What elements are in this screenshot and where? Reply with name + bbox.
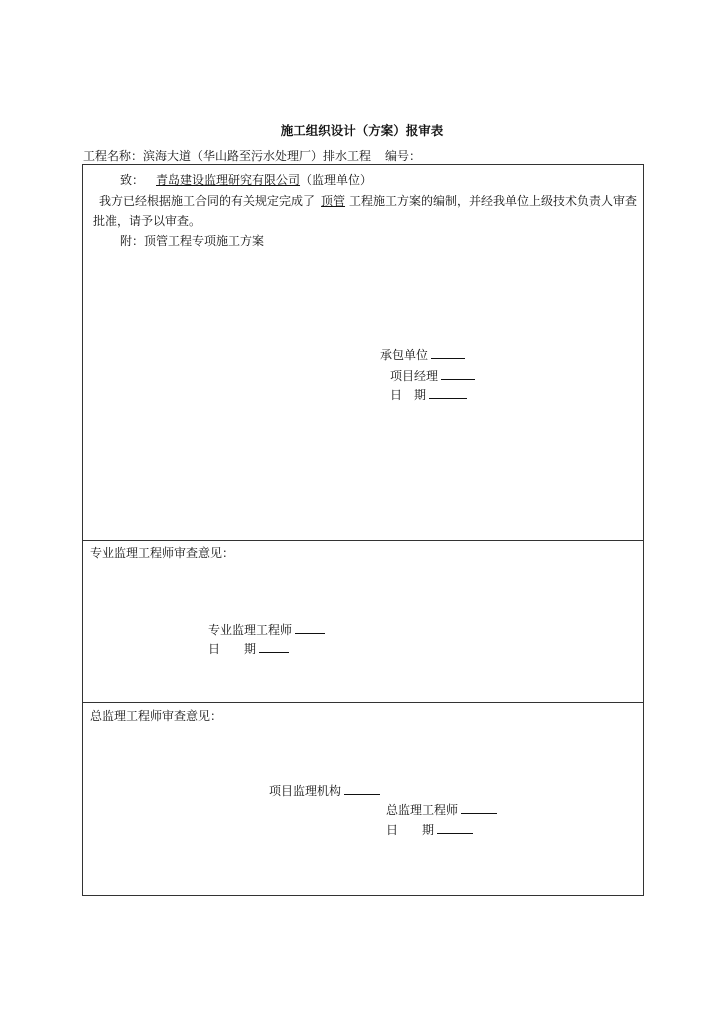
engineer-line	[208, 621, 325, 638]
form-title: 施工组织设计（方案）报审表	[280, 123, 444, 138]
chief-engineer-line	[386, 801, 497, 818]
addressee-prefix: 致：	[120, 173, 145, 187]
section1-date-blank	[429, 387, 467, 399]
section2-date-blank	[259, 641, 289, 653]
project-name: 工程名称：滨海大道（华山路至污水处理厂）排水工程	[83, 149, 372, 163]
section3-date-label: 日 期	[386, 823, 435, 837]
chief-review-heading: 总监理工程师审查意见：	[90, 709, 223, 723]
section3-date-blank	[437, 822, 473, 834]
section-divider-2	[83, 702, 643, 703]
contractor-blank	[431, 347, 465, 359]
addressee-line	[120, 171, 372, 188]
chief-engineer-blank	[461, 802, 497, 814]
engineer-blank	[295, 622, 325, 634]
submission-statement	[93, 191, 638, 231]
contractor-label: 承包单位	[380, 348, 429, 362]
form-header	[83, 147, 421, 164]
statement-pre: 我方已经根据施工合同的有关规定完成了	[99, 194, 316, 208]
section1-date-line	[390, 386, 467, 403]
section2-date-line	[208, 640, 289, 657]
project-manager-line	[390, 367, 475, 384]
section2-date-label: 日 期	[208, 642, 257, 656]
supervision-company: 青岛建设监理研究有限公司	[156, 173, 301, 187]
project-manager-blank	[441, 368, 475, 380]
engineer-review-heading: 专业监理工程师审查意见：	[90, 546, 235, 560]
statement-project: 顶管	[321, 194, 346, 208]
section1-date-label: 日 期	[390, 388, 427, 402]
statement-post: 工程施工方案的编制，并经我单位上级技术负责人审查批准，请予以审查。	[93, 194, 638, 228]
chief-engineer-label: 总监理工程师	[386, 803, 459, 817]
contractor-line	[380, 346, 465, 363]
attachment-line: 附：顶管工程专项施工方案	[120, 234, 265, 248]
supervision-org-label: 项目监理机构	[269, 784, 342, 798]
project-manager-label: 项目经理	[390, 369, 439, 383]
approval-table	[82, 164, 644, 896]
addressee-suffix: （监理单位）	[300, 173, 373, 187]
supervision-org-blank	[344, 783, 380, 795]
supervision-org-line	[269, 782, 380, 799]
section3-date-line	[386, 821, 473, 838]
engineer-label: 专业监理工程师	[208, 623, 293, 637]
form-number-label: 编号：	[385, 149, 422, 163]
section-divider-1	[83, 540, 643, 541]
